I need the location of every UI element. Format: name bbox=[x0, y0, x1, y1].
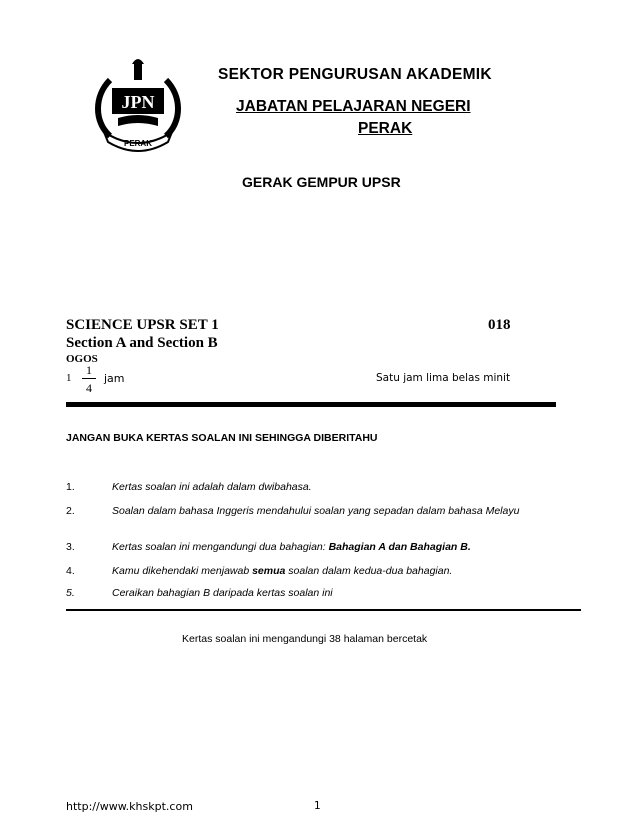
exam-title: GERAK GEMPUR UPSR bbox=[242, 174, 401, 190]
instruction-text: Ceraikan bahagian B daripada kertas soalan ini bbox=[112, 587, 333, 599]
laurel-left bbox=[98, 80, 110, 136]
page-number: 1 bbox=[314, 800, 321, 812]
instruction-number: 5. bbox=[66, 587, 75, 599]
instruction-text: Kamu dikehendaki menjawab semua soalan dalam kedua-dua bahagian. bbox=[112, 565, 453, 577]
sections-label: Section A and Section B bbox=[66, 335, 218, 351]
warning-text: JANGAN BUKA KERTAS SOALAN INI SEHINGGA DIBERITAHU bbox=[66, 432, 378, 444]
jpn-perak-logo bbox=[88, 58, 188, 158]
duration-words: Satu jam lima belas minit bbox=[376, 372, 511, 384]
instruction-text: Kertas soalan ini adalah dalam dwibahasa. bbox=[112, 481, 312, 493]
header-line-3: PERAK bbox=[358, 120, 413, 137]
page-count-note: Kertas soalan ini mengandungi 38 halaman bercetak bbox=[182, 633, 428, 645]
instruction-text: Kertas soalan ini mengandungi dua bahagian: Bahagian A dan Bahagian B. bbox=[112, 541, 471, 553]
exam-month: OGOS bbox=[66, 353, 98, 365]
laurel-right bbox=[166, 80, 178, 136]
duration-whole: 1 bbox=[66, 372, 72, 384]
instruction-number: 2. bbox=[66, 505, 75, 517]
instruction-text: Soalan dalam bahasa Inggeris mendahului soalan yang sepadan dalam bahasa Melayu bbox=[112, 505, 520, 517]
instruction-number: 3. bbox=[66, 541, 75, 553]
fraction-bar bbox=[82, 378, 96, 379]
subject-code: 018 bbox=[488, 317, 511, 333]
subject-title: SCIENCE UPSR SET 1 bbox=[66, 317, 219, 333]
divider-thick bbox=[66, 402, 556, 407]
header-line-1: SEKTOR PENGURUSAN AKADEMIK bbox=[218, 66, 492, 83]
book-icon bbox=[118, 115, 158, 126]
duration-numerator: 1 bbox=[86, 363, 92, 377]
header-line-2: JABATAN PELAJARAN NEGERI bbox=[236, 98, 471, 115]
instruction-number: 1. bbox=[66, 481, 75, 493]
logo-state-label: PERAK bbox=[123, 139, 153, 148]
divider bbox=[66, 609, 581, 611]
instruction-number: 4. bbox=[66, 565, 75, 577]
duration-unit: jam bbox=[104, 372, 125, 385]
torch-icon bbox=[134, 64, 142, 80]
footer-url[interactable]: http://www.khskpt.com bbox=[66, 800, 193, 813]
duration-denominator: 4 bbox=[86, 381, 92, 395]
logo-monogram: JPN bbox=[121, 92, 155, 112]
